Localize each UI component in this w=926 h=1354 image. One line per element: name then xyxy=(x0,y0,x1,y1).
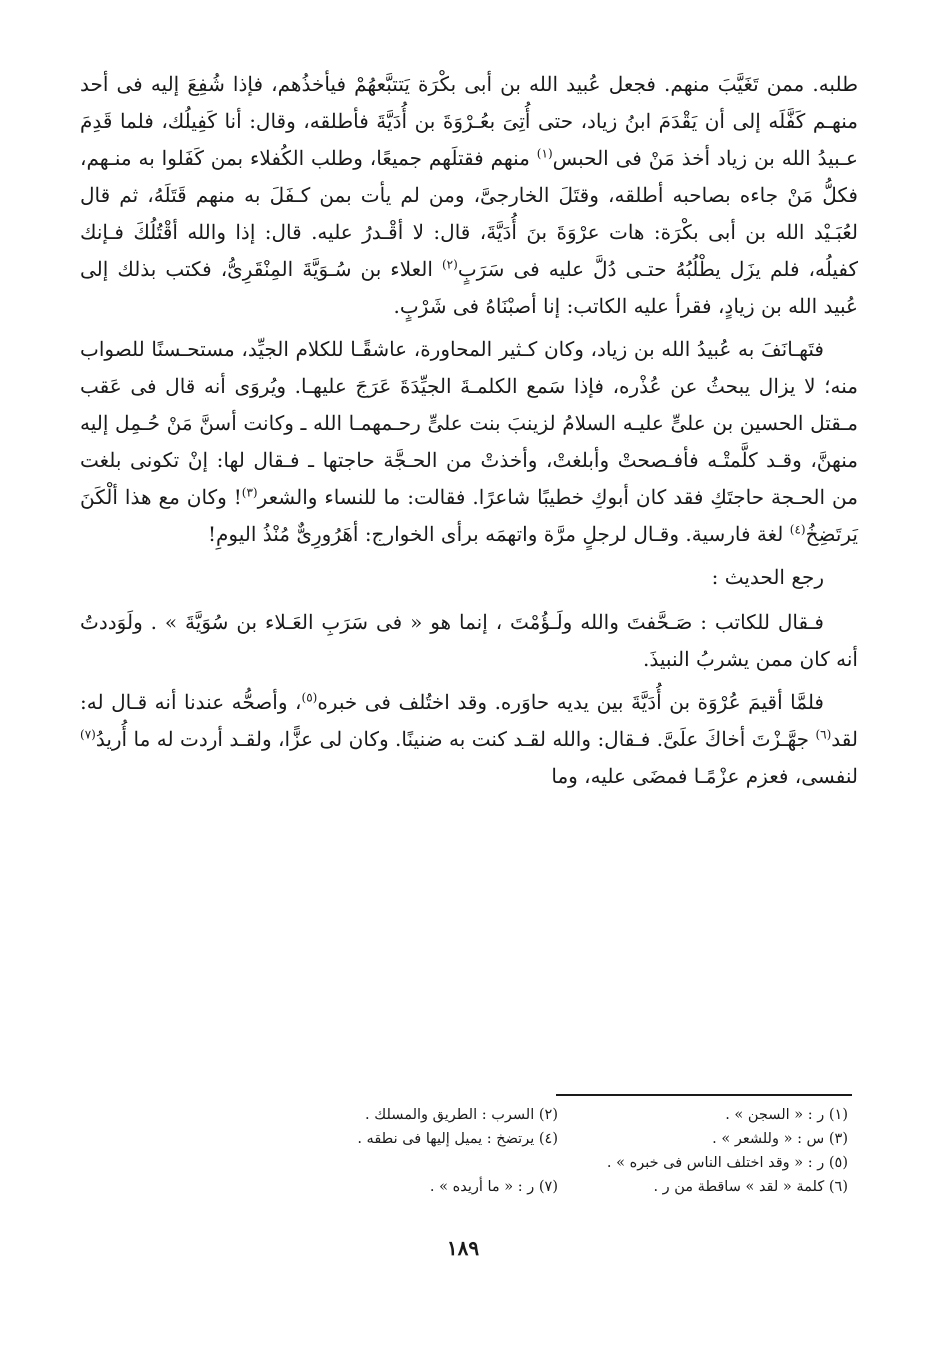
main-text xyxy=(80,66,858,795)
footnote-7: (٧) ر : « ما أريده » . xyxy=(429,1179,558,1195)
footnote-row xyxy=(268,1103,848,1127)
footnote-ref-1: (١) xyxy=(536,146,553,161)
footnote-ref-3: (٣) xyxy=(241,485,258,500)
footnote-2: (٢) السرب : الطريق والمسلك . xyxy=(365,1107,558,1123)
footnote-ref-4: (٤) xyxy=(789,522,806,537)
footnote-row xyxy=(268,1175,848,1199)
footnote-row xyxy=(268,1151,848,1175)
footnote-3: (٣) س : « وللشعر » . xyxy=(712,1131,848,1147)
footnote-1: (١) ر : « السجن » . xyxy=(725,1107,848,1123)
footnote-ref-5: (٥) xyxy=(301,690,318,705)
footnote-ref-6: (٦) xyxy=(815,727,832,742)
section-heading: رجع الحديث : xyxy=(711,565,824,589)
paragraph-2: فتَهـانَفَ به عُبيدُ الله بن زياد، وكان كـثير المحاورة، عاشقًـا للكلام الجيِّد، مستحـسنًا للصواب منه؛ لا يزال يبحثُ عن عُذْره، فإذا سَمع الكلمـةَ الجيِّدَةَ عَرَجَ عليهـا. ويُروَى أنه قال فى عَقب مـقتل الحسين بن علىٍّ عليـه السلامُ لزينبَ بنت علىٍّ رحـمهمـا الله ـ وكانت أسنَّ مَنْ حُـمِل إليه منهنَّ، وقـد كلَّمتْـه فأفـصحتْ وأبلغتْ، وأخذتْ من الحـجَّة حاجتها ـ فـقال لها: إنْ تكونى بلغت من الحـجة حاجتَكِ فقد كان أبوكِ خطيبًا شاعرًا. فقالت: ما للنساء والشعر$^{(٣)}$! وكان مع هذا ألْكَنَ يَرتَضِخُ$^{(٤)}$ لغة فارسية. وقـال لرجلٍ مرَّة واتهمَه برأى الخوارج: أهَرُورِىٌّ مُنْذُ اليومِ! xyxy=(80,337,858,546)
footnote-row xyxy=(268,1127,848,1151)
footnote-ref-7: (٧) xyxy=(80,727,96,742)
paragraph-4: فـقال للكاتب : صَـحَّفتَ والله ولَـؤُمْتَ ، إنما هو « فى سَرَبِ العَـلاء بن سُوَيَّةَ » . ولَوَددتُ أنه كان ممن يشربُ النبيذَ. xyxy=(80,610,858,671)
footnote-5: (٥) ر : « وقد اختلف الناس فى خبره » . xyxy=(606,1155,848,1171)
footnotes xyxy=(268,1103,848,1199)
footnote-empty xyxy=(268,1151,558,1175)
page-number: ١٨٩ xyxy=(446,1236,480,1260)
footnote-4: (٤) يرتضخ : يميل إليها فى نطقه . xyxy=(357,1131,558,1147)
paragraph-1: طلبه. ممن تَغَيَّبَ منهم. فجعل عُبيد الله بن أبى بكْرَة يَتتبَّعهُمْ فيأخذُهم، فإذا شُفِعَ إليه فى أحد منهـم كَفَّلَه إلى أن يَقْدَمَ ابنُ زياد، حتى أُتِىَ بعُـرْوَةَ بن أُدَيَّةَ فأطلقه، وقال: أنا كَفِيلُك، فلما قَدِمَ عـبيدُ الله بن زياد أخذ مَنْ فى الحبس$^{(١)}$ منهم فقتلَهم جميعًا، وطلب الكُفلاء بمن كَفَلوا به منـهم، فكلُّ مَنْ جاءه بصاحبه أطلقه، وقتَلَ الخارجىَّ، ومن لم يأت بمن كـفَلَ به منهم قَتَلَهُ، ثم قال لعُبَـيْد الله بن أبى بكْرَة: هات عرْوَةَ بنَ أُدَيَّةَ، قال: لا أقْـدرُ عليه. قال: إذا والله أقْتُلُكَ فـإنك كفيلُه، فلم يزَل يطْلُبُهُ حتـى دُلَّ عليه فى سَرَبٍ$^{(٢)}$ العلاء بن سُـوَيَّةَ المِنْقَرِىُّ، فكتب بذلك إلى عُبيد الله بن زيادٍ، فقرأ عليه الكاتب: إنا أصبْنَاهُ فى شَرْبٍ. xyxy=(80,72,859,318)
footnote-ref-2: (٢) xyxy=(441,257,458,272)
footnote-divider xyxy=(556,1094,852,1096)
footnote-6: (٦) كلمة « لقد » ساقطة من ر . xyxy=(653,1179,848,1195)
paragraph-5: فلمَّا أقيمَ عُرْوَة بن أُدَيَّةَ بين يديه حاوَره. وقد اختُلف فى خبره$^{(٥)}$، وأصحُّه عندنا أنه قـال له: لقد$^{(٦)}$ جهَّـزْتَ أخاكَ علَىَّ. فـقال: والله لقـد كنت به ضنينًا. وكان لى عزًّا، ولقـد أردت له ما أُريدُ$^{(٧)}$ لنفسى، فعزم عزْمًـا فمضَى عليه، وما xyxy=(80,690,858,788)
